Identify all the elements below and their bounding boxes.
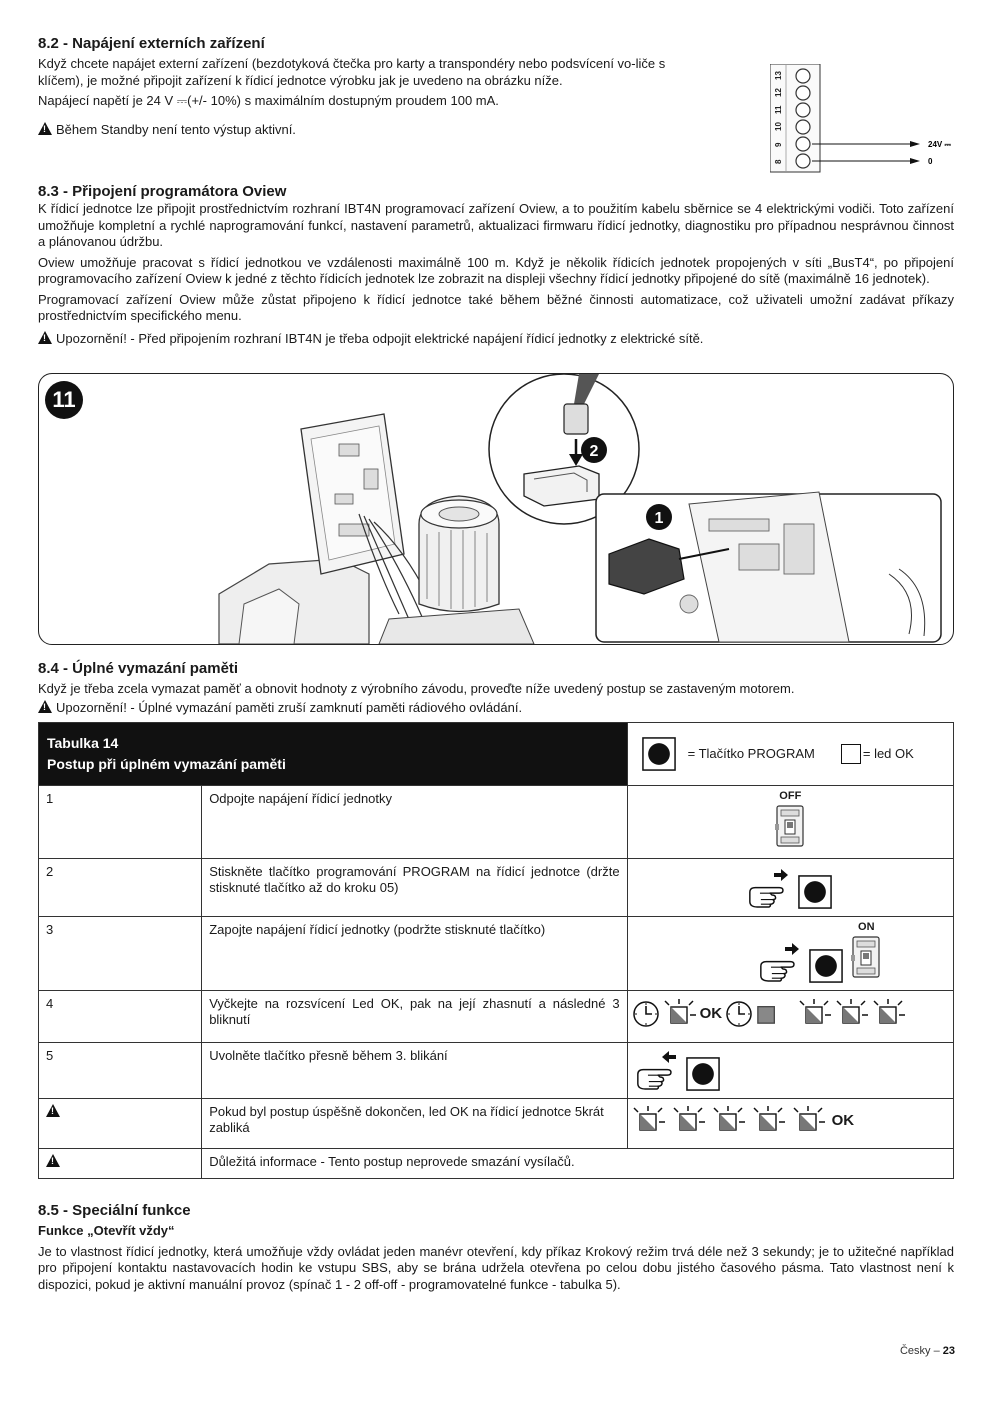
step-text: Uvolněte tlačítko přesně během 3. blikání (202, 1043, 627, 1099)
table-row (39, 991, 954, 1043)
arrow-right-icon (774, 869, 788, 881)
warning-text: Upozornění! - Úplné vymazání paměti zruší zamknutí paměti rádiového ovládání. (56, 699, 523, 715)
ok-label: OK (831, 1112, 855, 1129)
breaker-icon (775, 804, 805, 848)
section-title: 8.5 - Speciální funkce (38, 1202, 191, 1219)
label-0v: 0 (928, 157, 933, 166)
step-text: Pokud byl postup úspěšně dokončen, led OK na řídicí jednotce 5krát zabliká (202, 1099, 627, 1149)
led-on-icon (756, 1002, 778, 1026)
step-icons (627, 786, 953, 859)
hand-press-icon (759, 955, 805, 983)
step-icons (627, 859, 953, 917)
step-icons (627, 1043, 953, 1099)
breaker-icon (851, 935, 881, 979)
hand-press-icon (748, 881, 794, 909)
step-number: 4 (39, 991, 202, 1043)
step-icons (627, 991, 953, 1043)
arrow-left-icon (662, 1051, 676, 1063)
step-number: 5 (39, 1043, 202, 1099)
figure-11 (38, 373, 954, 645)
callout-1: 1 (654, 510, 664, 527)
legend-led-text: = led OK (862, 746, 914, 761)
step-number: 2 (39, 859, 202, 917)
led-blink-icon (663, 999, 697, 1029)
warning-icon (38, 122, 52, 135)
label-24v: 24V ⎓ (928, 140, 951, 149)
led-blink-icon (798, 999, 832, 1029)
led-blink-icon (835, 999, 869, 1029)
section-8-4 (38, 659, 954, 716)
hand-press-icon (636, 1063, 682, 1091)
control-unit-illustration (39, 374, 954, 644)
section-title: 8.3 - Připojení programátora Oview (38, 183, 287, 200)
terminal-label: 12 (774, 88, 783, 97)
terminal-label: 9 (774, 142, 783, 147)
page-footer (900, 1343, 955, 1360)
warning-text: Upozornění! - Před připojením rozhraní IBT4N je třeba odpojit elektrické napájení řídicí jednotky z elektrické sítě. (56, 330, 704, 346)
off-label: OFF (779, 790, 802, 802)
led-blink-icon (712, 1106, 746, 1136)
warning-icon (38, 331, 52, 344)
paragraph: Napájecí napětí je 24 V ⎓(+/- 10%) s maximálním dostupným proudem 100 mA. (38, 93, 499, 108)
step-text: Zapojte napájení řídicí jednotky (podržte stisknuté tlačítko) (202, 917, 627, 991)
legend-program-text: = Tlačítko PROGRAM (687, 746, 815, 761)
table-row (39, 786, 954, 859)
step-text: Odpojte napájení řídicí jednotky (202, 786, 627, 859)
table-legend (627, 723, 953, 786)
led-blink-icon (632, 1106, 666, 1136)
warning-text: Během Standby není tento výstup aktivní. (56, 121, 296, 137)
terminal-label: 13 (774, 71, 783, 80)
ok-label: OK (699, 1005, 723, 1022)
on-label: ON (858, 921, 875, 933)
paragraph: Když je třeba zcela vymazat paměť a obnovit hodnoty z výrobního závodu, proveďte níže uvedený postup se zastaveným motorem. (38, 681, 795, 696)
section-8-2 (38, 34, 954, 182)
paragraph: Je to vlastnost řídicí jednotky, která umožňuje vždy ovládat jeden manévr otevření, kdy příkaz Krokový režim trvá déle než 3 sekundy; je to užitečné například pro připojení kontaktu nastavovacích hodin ke vstupu SBS, aby se brána udržela otevřena po celou dobu jistého časového pásma. Tato vlastnost není k dispozici, pokud je aktivní manuální provoz (spínač 1 - 2 off-off - programovatelné funkce - tabulka 5). (38, 1243, 954, 1292)
warning-note (38, 331, 954, 348)
table-row (39, 1149, 954, 1179)
step-icons (627, 1099, 953, 1149)
step-warning (39, 1149, 202, 1179)
clock-icon (632, 1000, 660, 1028)
step-icons (627, 917, 953, 991)
section-8-5 (38, 1201, 954, 1293)
warning-icon (46, 1154, 60, 1167)
table-header (39, 723, 628, 786)
led-blink-icon (872, 999, 906, 1029)
warning-icon (46, 1104, 60, 1117)
arrow-right-icon (785, 943, 799, 955)
led-ok-icon (841, 744, 861, 764)
step-text: Vyčkejte na rozsvícení Led OK, pak na její zhasnutí a následné 3 bliknutí (202, 991, 627, 1043)
warning-icon (38, 700, 52, 713)
paragraph: K řídicí jednotce lze připojit prostřednictvím rozhraní IBT4N programovací zařízení Oview, a to použitím kabelu sběrnice se 4 elektrickými vodiči. Toto zařízení umožňuje kompletní a rychlé naprogramování funkcí, nastavení parametrů, aktualizaci firmwaru řídicí jednotky, diagnostiku pro případnou nesprávnou činnost a plánovanou údržbu. (38, 201, 954, 249)
terminal-block-diagram (770, 64, 960, 176)
led-blink-icon (792, 1106, 826, 1136)
table-row (39, 917, 954, 991)
warning-note (38, 122, 708, 139)
page-number: 23 (942, 1345, 955, 1357)
terminal-label: 10 (774, 122, 783, 131)
warning-note (38, 700, 954, 717)
program-button-icon (686, 1057, 720, 1091)
callout-2: 2 (589, 443, 599, 460)
terminal-label: 8 (774, 159, 783, 164)
footer-language: Česky – (899, 1345, 943, 1357)
table-14 (38, 722, 954, 1179)
paragraph: Když chcete napájet externí zařízení (bezdotyková čtečka pro karty a transpondéry nebo podsvícení vo-liče s klíčem), je možné připojit zařízení k řídicí jednotce výrobku jak je uvedeno na obrázku níže. (38, 56, 666, 88)
program-button-icon (798, 875, 832, 909)
program-button-icon (809, 949, 843, 983)
table-number: Tabulka 14 (47, 735, 119, 751)
table-row (39, 1043, 954, 1099)
led-blink-icon (752, 1106, 786, 1136)
terminal-label: 11 (774, 105, 783, 114)
section-title: 8.4 - Úplné vymazání paměti (38, 660, 239, 677)
program-button-icon (642, 737, 676, 771)
paragraph: Programovací zařízení Oview může zůstat připojeno k řídicí jednotce také během běžné činnosti automatizace, což uživateli umožní zadávat příkazy prostřednictvím specifického menu. (38, 291, 954, 323)
step-number: 1 (39, 786, 202, 859)
figure-number: 11 (45, 381, 83, 419)
table-title: Postup při úplném vymazání paměti (47, 756, 286, 772)
table-row (39, 859, 954, 917)
section-8-3 (38, 182, 954, 347)
paragraph: Oview umožňuje pracovat s řídicí jednotkou ve vzdálenosti maximálně 100 m. Když je několik řídicích jednotek propojených v síti „BusT4“, po připojení programovacího zařízení Oview k jedné z těchto řídicích jednotek lze zobrazit na displeji všechny řídicí jednotky připojené do sítě (maximálně 16 jednotek). (38, 254, 954, 286)
section-title: 8.2 - Napájení externích zařízení (38, 35, 265, 52)
subsection-title: Funkce „Otevřít vždy“ (38, 1223, 175, 1238)
step-text: Stiskněte tlačítko programování PROGRAM na řídicí jednotce (držte stisknuté tlačítko až do kroku 05) (202, 859, 627, 917)
step-text: Důležitá informace - Tento postup neprovede smazání vysílačů. (202, 1149, 954, 1179)
clock-icon (725, 1000, 753, 1028)
table-row (39, 1099, 954, 1149)
led-blink-icon (672, 1106, 706, 1136)
step-number: 3 (39, 917, 202, 991)
step-warning (39, 1099, 202, 1149)
